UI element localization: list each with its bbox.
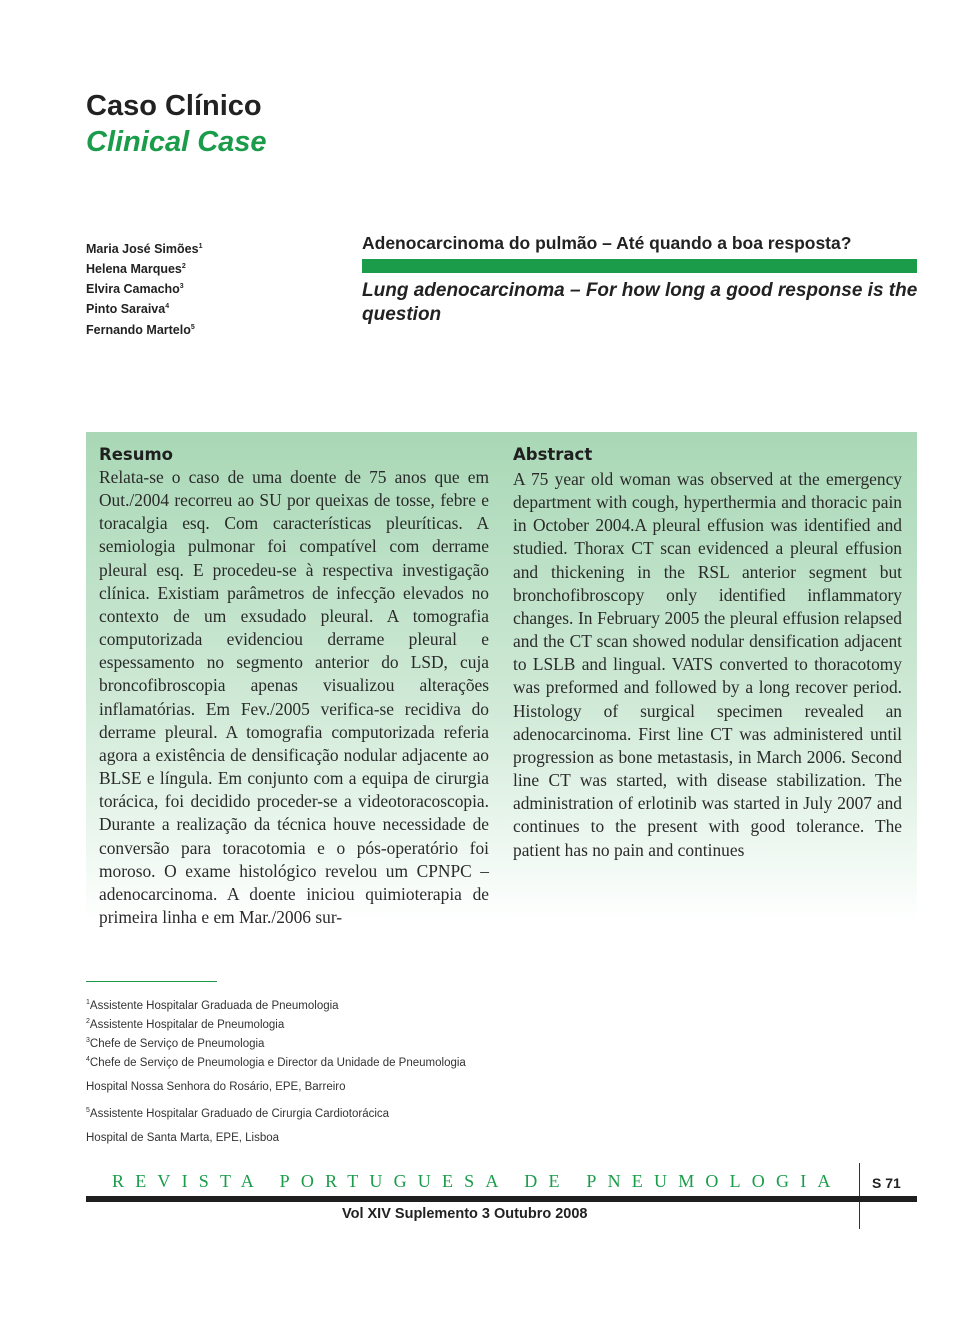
footnote-item: $^5$Assistente Hospitalar Graduado de Cirurgia Cardiotorácica xyxy=(86,1107,390,1121)
section-label-en: Clinical Case xyxy=(86,126,267,158)
footnote-rule xyxy=(86,981,217,982)
title-divider xyxy=(362,259,917,273)
abstract-heading: Abstract xyxy=(513,445,593,464)
page-number: S 71 xyxy=(872,1175,901,1191)
author-item: Maria José Simões$^1$ xyxy=(86,242,203,257)
footnote-item: $^3$Chefe de Serviço de Pneumologia xyxy=(86,1037,265,1050)
article-title-pt: Adenocarcinoma do pulmão – Até quando a boa resposta? xyxy=(362,233,852,253)
abstract-text: A 75 year old woman was observed at the emergency department with cough, hyperthermia and thoracic pain in October 2004.A pleural effusion was identified and studied. Thorax CT scan evidenced a pleural effusion and thickening in the RSL anterior segment but bronchofibroscopy only identified inflammatory changes. In February 2005 the pleural effusion relapsed and the CT scan showed nodular densification adjacent to LSLB and lingual. VATS converted to thoracotomy was preformed and followed by a long recover period. Histology of surgical specimen revealed an adenocarcinoma. First line CT was administered until progression as bone metastasis, in March 2006. Second line CT was started, with disease stabilization. The administration of erlotinib was started in July 2007 and continues to the present with good tolerance. The patient has no pain and continues xyxy=(513,469,902,860)
footnote-item: $^4$Chefe de Serviço de Pneumologia e Director da Unidade de Pneumologia xyxy=(86,1056,466,1069)
footnote-affiliation: Hospital de Santa Marta, EPE, Lisboa xyxy=(86,1132,280,1145)
footnote-item: $^1$Assistente Hospitalar Graduada de Pneumologia xyxy=(86,999,339,1012)
footer-bar xyxy=(86,1196,917,1202)
article-title-en: Lung adenocarcinoma – For how long a good response is the question xyxy=(362,280,918,325)
resumo-text: Relata-se o caso de uma doente de 75 anos que em Out./2004 recorreu ao SU por queixas de tosse, febre e toracalgia esq. Com características pleuríticas. A semiologia pulmonar foi compatível com derrame pleural esq. E procedeu-se à respectiva investigação clínica. Existiam parâmetros de infecção elevados no contexto de um exsudado pleural. A tomografia computorizada evidenciou derrame pleural e espessamento no segmento anterior do LSD, cuja broncofibroscopia apenas visualizou alterações inflamatórias. Em Fev./2005 verifica-se recidiva do derrame pleural. A tomografia computorizada referia agora a existência de densificação nodular adjacente ao BLSE e língula. Em conjunto com a equipa de cirurgia torácica, foi decidido proceder-se a videotoracoscopia. Durante a realização da técnica houve necessidade de conversão para toracotomia e o pós-operatório foi moroso. O exame histológico revelou um CPNPC – adenocarcinoma. A doente iniciou quimioterapia de primeira linha e em Mar./2006 sur- xyxy=(99,467,489,927)
author-item: Elvira Camacho$^3$ xyxy=(86,282,184,297)
author-item: Fernando Martelo$^5$ xyxy=(86,322,195,337)
volume-info: Vol XIV Suplemento 3 Outubro 2008 xyxy=(342,1206,588,1222)
resumo-heading: Resumo xyxy=(99,445,173,464)
author-item: Pinto Saraiva$^4$ xyxy=(86,302,170,317)
section-label-pt: Caso Clínico xyxy=(86,90,262,122)
author-item: Helena Marques$^2$ xyxy=(86,262,186,277)
footnote-affiliation: Hospital Nossa Senhora do Rosário, EPE, Barreiro xyxy=(86,1081,346,1094)
journal-name: REVISTA PORTUGUESA DE PNEUMOLOGIA xyxy=(112,1171,842,1191)
footnote-item: $^2$Assistente Hospitalar de Pneumologia xyxy=(86,1018,285,1031)
footnotes xyxy=(86,995,606,1147)
author-list xyxy=(86,238,286,339)
